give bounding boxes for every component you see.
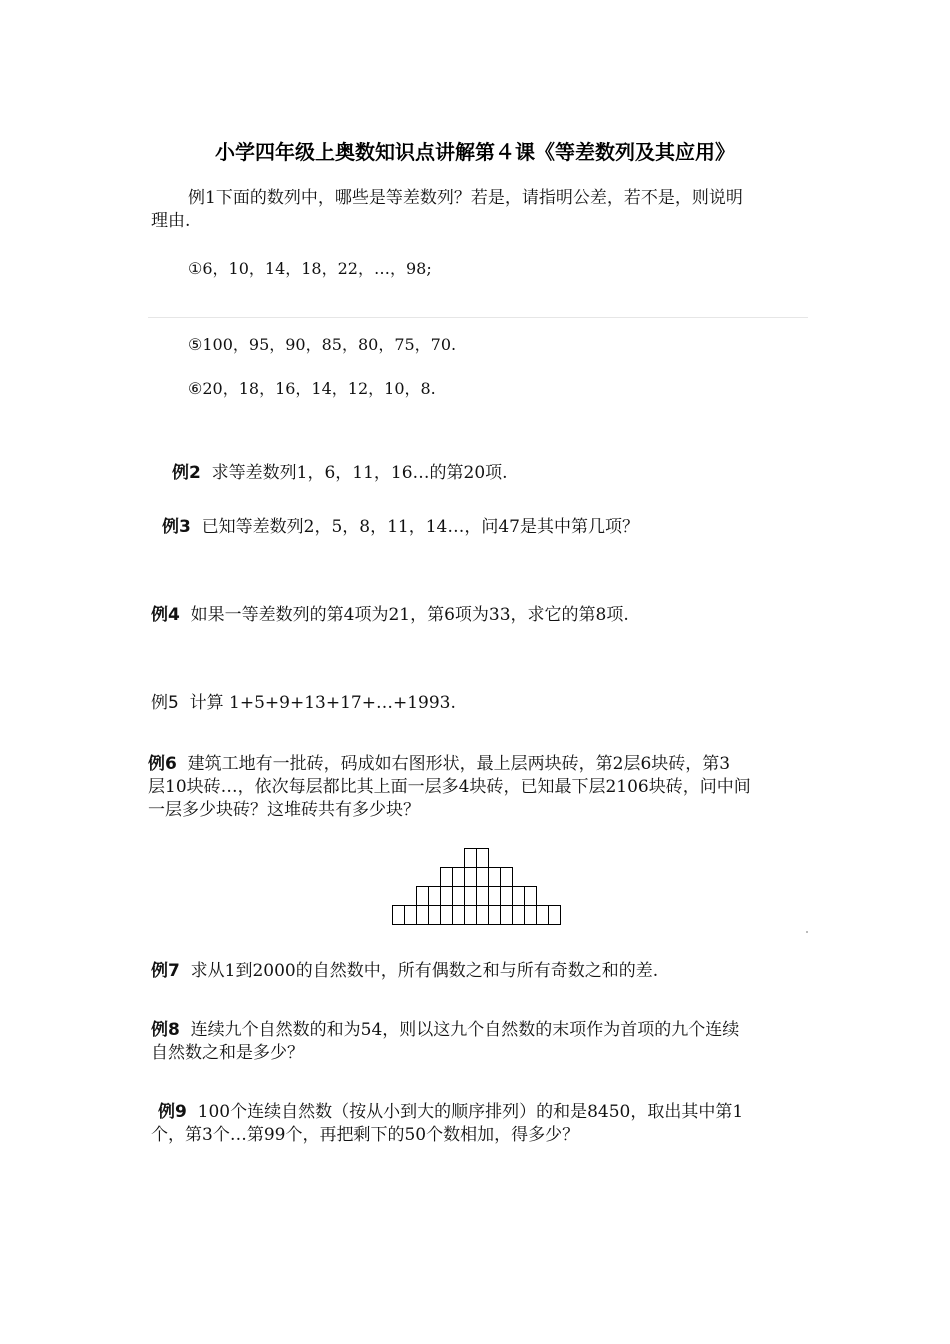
example-8-label: 例8	[151, 1020, 180, 1040]
brick	[477, 849, 489, 868]
brick	[501, 887, 513, 906]
scan-speck	[806, 931, 808, 933]
example-9-label: 例9	[158, 1102, 187, 1122]
example-4-text: 如果一等差数列的第4项为21，第6项为33，求它的第8项.	[190, 605, 629, 625]
example-6-text-line2: 层10块砖…，依次每层都比其上面一层多4块砖，已知最下层2106块砖，问中间	[148, 777, 751, 797]
example-6-label: 例6	[148, 754, 177, 774]
example-9-text-line1: 100个连续自然数（按从小到大的顺序排列）的和是8450，取出其中第1	[197, 1102, 744, 1122]
brick	[417, 887, 429, 906]
brick	[477, 868, 489, 887]
brick	[429, 906, 441, 925]
example-6-text-line3: 一层多少块砖？这堆砖共有多少块？	[148, 800, 420, 820]
example-6-line1	[148, 753, 730, 776]
brick	[405, 906, 417, 925]
example-4	[151, 604, 629, 627]
example-1-question-line2: 理由.	[151, 211, 191, 231]
brick	[477, 906, 489, 925]
brick	[537, 906, 549, 925]
brick	[465, 849, 477, 868]
sequence-5: ⑤100，95，90，85，80，75，70.	[188, 335, 457, 354]
brick	[441, 868, 453, 887]
example-8-text-line2: 自然数之和是多少？	[151, 1043, 304, 1063]
brick	[549, 906, 561, 925]
brick	[465, 906, 477, 925]
brick	[513, 906, 525, 925]
example-1-question-line1: 例1下面的数列中，哪些是等差数列？若是，请指明公差，若不是，则说明	[188, 188, 743, 208]
brick	[489, 906, 501, 925]
sequence-1: ①6，10，14，18，22，…，98;	[188, 259, 432, 278]
brick	[429, 887, 441, 906]
brick	[465, 868, 477, 887]
sequence-6: ⑥20，18，16，14，12，10，8.	[188, 379, 436, 398]
example-8-text-line1: 连续九个自然数的和为54，则以这九个自然数的末项作为首项的九个连续	[190, 1020, 740, 1040]
brick	[489, 868, 501, 887]
brick	[453, 868, 465, 887]
brick	[501, 906, 513, 925]
brick	[513, 887, 525, 906]
brick	[525, 906, 537, 925]
example-9-text-line2: 个，第3个…第99个，再把剩下的50个数相加，得多少？	[151, 1125, 580, 1145]
example-5	[151, 692, 456, 715]
brick	[525, 887, 537, 906]
example-9-line1	[158, 1101, 743, 1124]
example-6-text-line1: 建筑工地有一批砖，码成如右图形状，最上层两块砖，第2层6块砖，第3	[187, 754, 731, 774]
brick	[453, 906, 465, 925]
example-3	[162, 516, 639, 539]
divider	[148, 317, 808, 318]
brick	[465, 887, 477, 906]
example-7	[151, 960, 658, 983]
brick	[417, 906, 429, 925]
example-4-label: 例4	[151, 605, 180, 625]
example-5-label: 例5	[151, 693, 179, 713]
brick	[441, 906, 453, 925]
example-3-text: 已知等差数列2，5，8，11，14…，问47是其中第几项？	[201, 517, 639, 537]
example-2	[172, 462, 508, 485]
example-3-label: 例3	[162, 517, 191, 537]
example-2-text: 求等差数列1，6，11，16…的第20项.	[211, 463, 508, 483]
brick	[453, 887, 465, 906]
brick	[393, 906, 405, 925]
example-7-label: 例7	[151, 961, 180, 981]
example-8-line1	[151, 1019, 739, 1042]
brick	[501, 868, 513, 887]
brick	[477, 887, 489, 906]
example-5-text: 计算 1+5+9+13+17+…+1993.	[189, 693, 456, 713]
brick-pyramid-figure	[392, 848, 562, 926]
example-7-text: 求从1到2000的自然数中，所有偶数之和与所有奇数之和的差.	[190, 961, 659, 981]
page-title: 小学四年级上奥数知识点讲解第４课《等差数列及其应用》	[215, 140, 735, 164]
example-2-label: 例2	[172, 463, 201, 483]
brick	[441, 887, 453, 906]
brick	[489, 887, 501, 906]
